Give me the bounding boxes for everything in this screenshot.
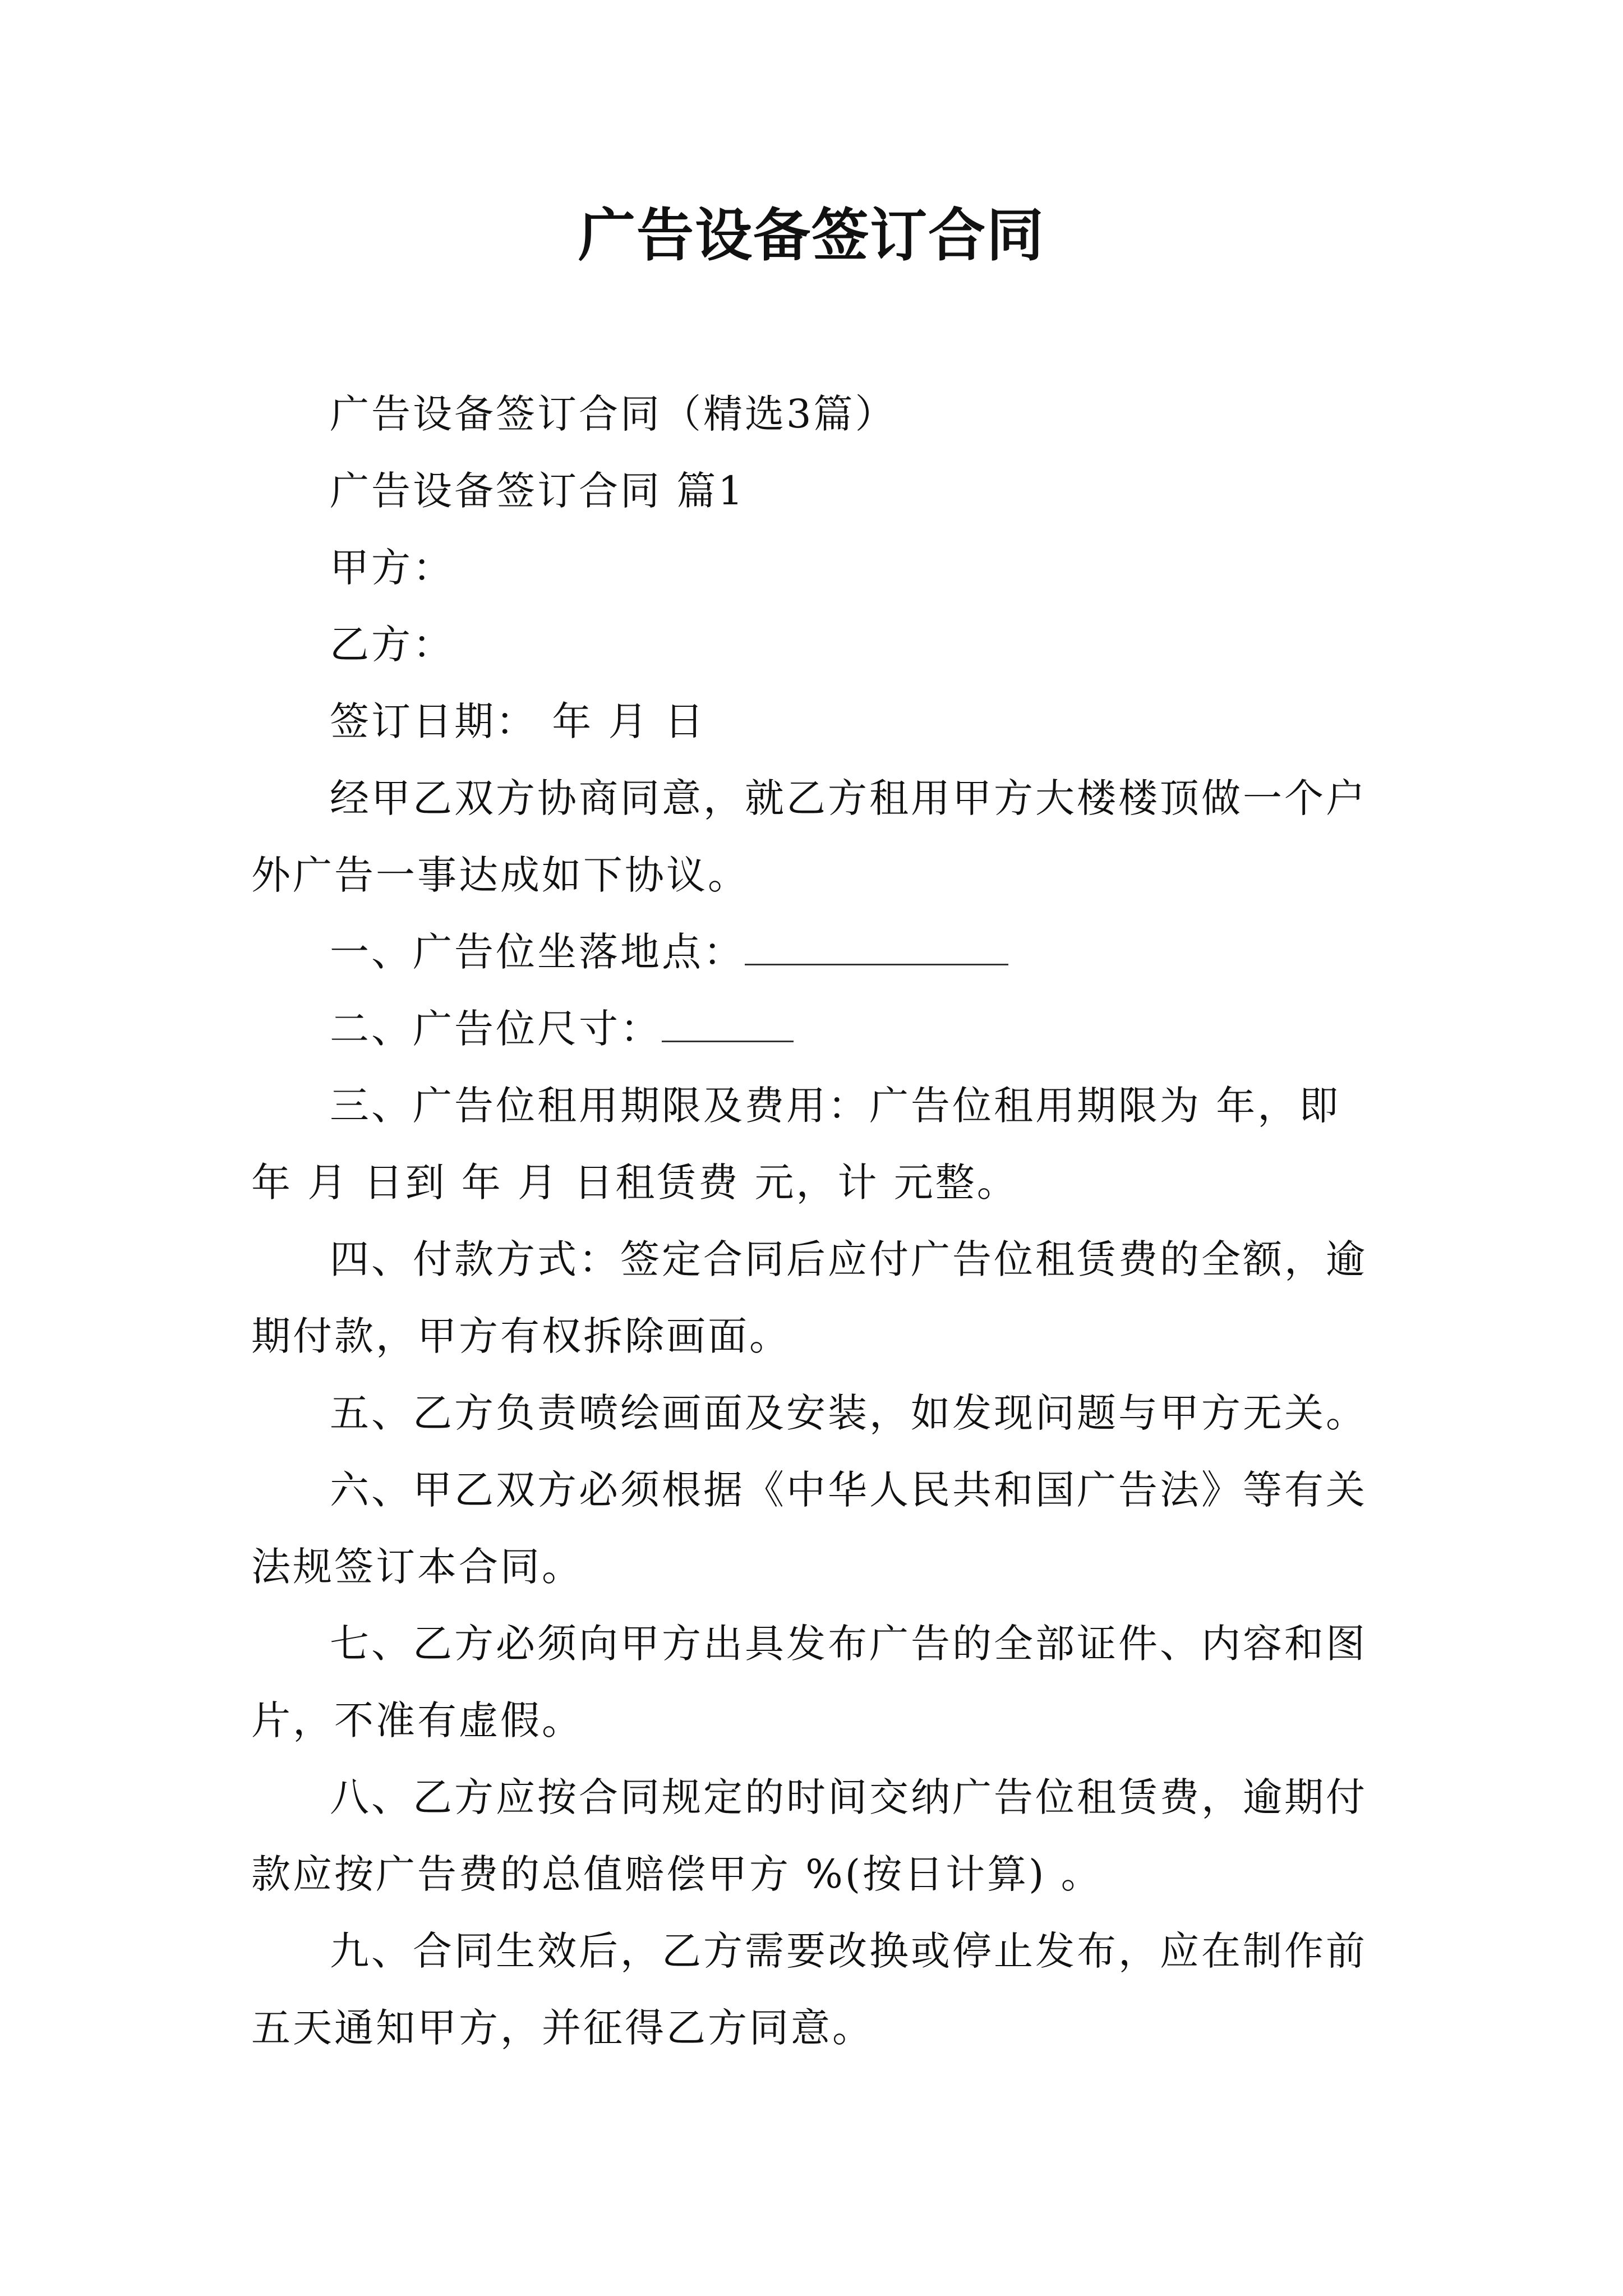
section-heading: 广告设备签订合同 篇1 <box>330 468 745 514</box>
clause-4: 四、付款方式：签定合同后应付广告位租赁费的全额，逾期付款，甲方有权拆除画面。 <box>251 1236 1367 1359</box>
document-body <box>251 376 1373 2067</box>
clause-2-label: 二、广告位尺寸： <box>330 1006 662 1052</box>
size-blank-line <box>662 1001 794 1042</box>
intro-paragraph: 经甲乙双方协商同意，就乙方租用甲方大楼楼顶做一个户外广告一事达成如下协议。 <box>251 775 1367 898</box>
clause-3: 三、广告位租用期限及费用：广告位租用期限为 年，即 年 月 日到 年 月 日租赁费 元，计 元整。 <box>251 1083 1341 1205</box>
sign-date-line: 签订日期： 年 月 日 <box>330 698 706 744</box>
clause-7: 七、乙方必须向甲方出具发布广告的全部证件、内容和图片，不准有虚假。 <box>251 1621 1367 1743</box>
subtitle-paragraph: 广告设备签订合同（精选3篇） <box>330 391 897 437</box>
clause-5: 五、乙方负责喷绘画面及安装，如发现问题与甲方无关。 <box>330 1390 1367 1436</box>
clause-6: 六、甲乙双方必须根据《中华人民共和国广告法》等有关法规签订本合同。 <box>251 1467 1367 1590</box>
clause-1 <box>251 914 1373 991</box>
document-title: 广告设备签订合同 <box>578 202 1045 269</box>
clause-8: 八、乙方应按合同规定的时间交纳广告位租赁费，逾期付款应按广告费的总值赔偿甲方 %(按日计算) 。 <box>251 1774 1367 1897</box>
party-b-line: 乙方： <box>330 622 454 668</box>
location-blank-line <box>745 924 1008 965</box>
clause-1-label: 一、广告位坐落地点： <box>330 929 745 975</box>
clause-2 <box>251 991 1373 1068</box>
party-a-line: 甲方： <box>330 545 454 591</box>
clause-9: 九、合同生效后，乙方需要改换或停止发布，应在制作前五天通知甲方，并征得乙方同意。 <box>251 1928 1367 2051</box>
